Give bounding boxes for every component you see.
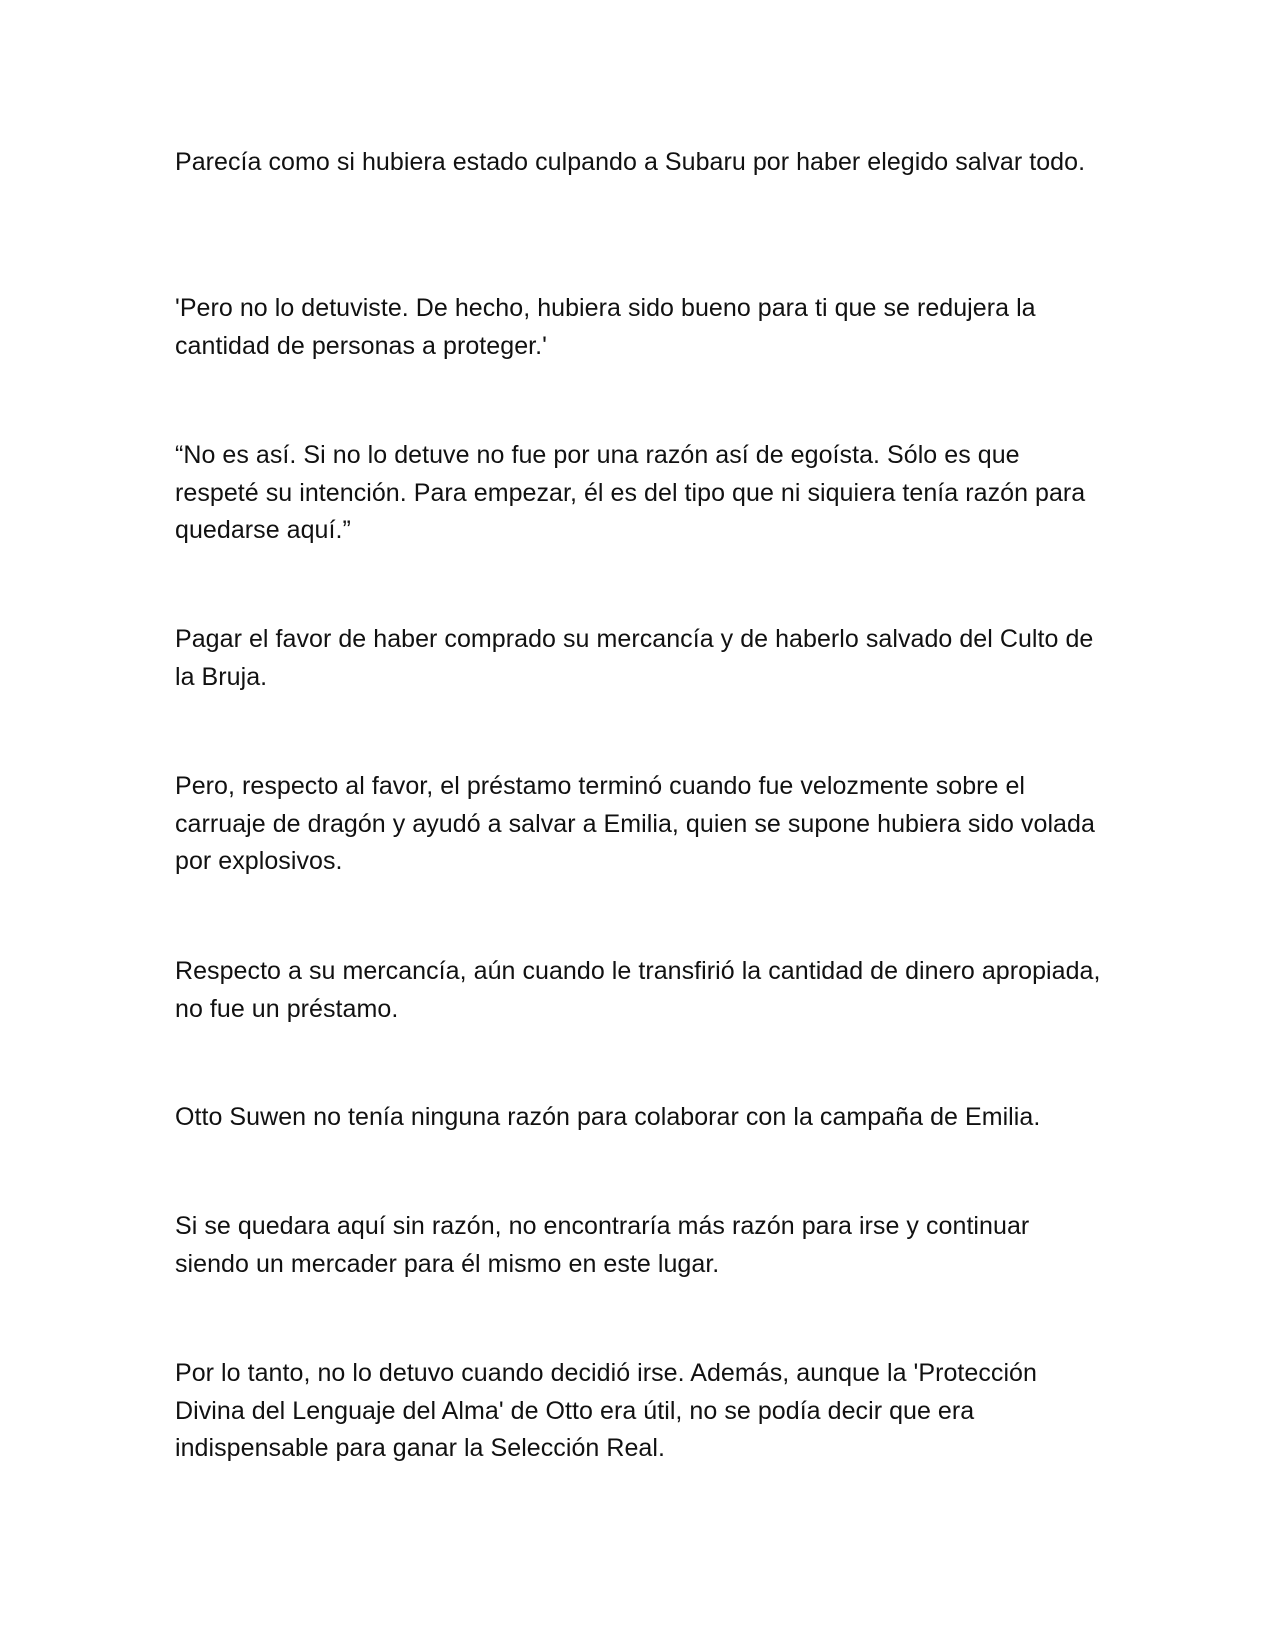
paragraph-9: Por lo tanto, no lo detuvo cuando decidió irse. Además, aunque la 'Protección Divina del Lenguaje del Alma' de Otto era útil, no se podía decir que era indispensable para ganar la Selección Real. [175, 1359, 1037, 1462]
paragraph-8: Si se quedara aquí sin razón, no encontraría más razón para irse y continuar siendo un mercader para él mismo en este lugar. [175, 1212, 1030, 1278]
paragraph-4: Pagar el favor de haber comprado su mercancía y de haberlo salvado del Culto de la Bruja. [175, 625, 1094, 691]
paragraph-5: Pero, respecto al favor, el préstamo terminó cuando fue velozmente sobre el carruaje de dragón y ayudó a salvar a Emilia, quien se supone hubiera sido volada por explosivos. [175, 772, 1095, 875]
paragraph-2: 'Pero no lo detuviste. De hecho, hubiera sido bueno para ti que se redujera la cantidad de personas a proteger.' [175, 294, 1036, 360]
paragraph-3: “No es así. Si no lo detuve no fue por una razón así de egoísta. Sólo es que respeté su intención. Para empezar, él es del tipo que ni siquiera tenía razón para quedarse aquí.” [175, 441, 1086, 544]
paragraph-1: Parecía como si hubiera estado culpando a Subaru por haber elegido salvar todo. [175, 148, 1086, 176]
paragraph-7: Otto Suwen no tenía ninguna razón para colaborar con la campaña de Emilia. [175, 1103, 1041, 1131]
paragraph-6: Respecto a su mercancía, aún cuando le transfirió la cantidad de dinero apropiada, no fue un préstamo. [175, 957, 1101, 1023]
